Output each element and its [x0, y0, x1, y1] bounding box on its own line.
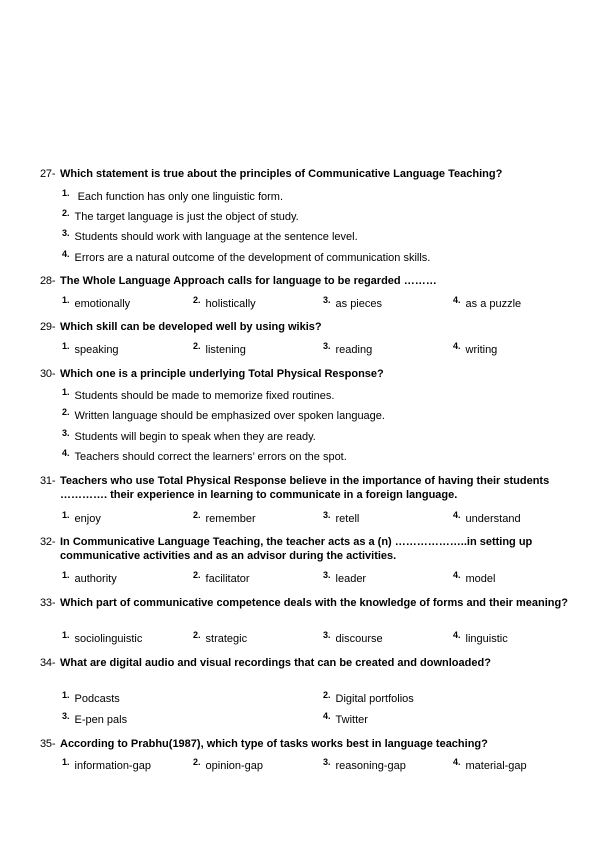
option-2[interactable] [193, 759, 263, 773]
option-number: 4. [453, 757, 461, 767]
question-number: 29- [40, 321, 56, 333]
option-1[interactable] [62, 632, 142, 646]
option-number: 2. [193, 630, 201, 640]
option-text: E-pen pals [74, 714, 128, 726]
option-number: 2. [193, 757, 201, 767]
option-number: 3. [62, 428, 70, 438]
option-number: 4. [453, 630, 461, 640]
option-number: 1. [62, 630, 70, 640]
option-number: 3. [62, 228, 70, 238]
option-text: writing [465, 344, 498, 356]
option-text: Twitter [335, 714, 368, 726]
option-number: 1. [62, 757, 70, 767]
option-text: Teachers should correct the learners’ errors on the spot. [74, 451, 347, 463]
option-2[interactable] [62, 409, 385, 423]
option-number: 2. [323, 690, 331, 700]
question-stem [40, 167, 560, 181]
question-text: Teachers who use Total Physical Response believe in the importance of having their students [60, 475, 550, 487]
option-3[interactable] [323, 572, 366, 586]
option-1[interactable] [62, 692, 120, 706]
option-2[interactable] [193, 297, 256, 311]
question-number: 31- [40, 475, 56, 487]
question-number: 35- [40, 738, 56, 750]
option-text: as a puzzle [465, 298, 522, 310]
option-number: 3. [323, 295, 331, 305]
question-text: In Communicative Language Teaching, the teacher acts as a (n) ………………..in setting up [60, 536, 533, 548]
option-text: strategic [205, 633, 248, 645]
option-text: Students should be made to memorize fixed routines. [74, 390, 335, 402]
option-number: 3. [323, 757, 331, 767]
question-number: 33- [40, 597, 56, 609]
option-3[interactable] [62, 430, 316, 444]
option-text: reading [335, 344, 373, 356]
question-number: 27- [40, 168, 56, 180]
question-number: 34- [40, 657, 56, 669]
option-text: holistically [205, 298, 256, 310]
option-text: Students should work with language at the sentence level. [74, 231, 358, 243]
question-text: What are digital audio and visual recordings that can be created and downloaded? [60, 657, 491, 669]
question-stem [40, 320, 560, 334]
question-stem [40, 596, 580, 610]
option-text: The target language is just the object of study. [74, 211, 299, 223]
option-1[interactable] [62, 759, 151, 773]
option-text: retell [335, 513, 360, 525]
option-number: 2. [62, 208, 70, 218]
option-2[interactable] [193, 632, 247, 646]
question-text: Which statement is true about the principles of Communicative Language Teaching? [60, 168, 503, 180]
option-number: 1. [62, 570, 70, 580]
option-number: 1. [62, 690, 70, 700]
question-text-continued: …………. their experience in learning to communicate in a foreign language. [60, 489, 458, 501]
option-text: model [465, 573, 496, 585]
option-text: reasoning-gap [335, 760, 406, 772]
option-text: authority [74, 573, 117, 585]
question-stem [40, 656, 560, 670]
option-text: as pieces [335, 298, 382, 310]
option-1[interactable] [62, 297, 130, 311]
option-4[interactable] [453, 632, 508, 646]
option-text: listening [205, 344, 246, 356]
option-text: Written language should be emphasized over spoken language. [74, 410, 385, 422]
question-text: The Whole Language Approach calls for language to be regarded ……… [60, 275, 437, 287]
option-text: emotionally [74, 298, 131, 310]
option-4[interactable] [453, 343, 497, 357]
option-2[interactable] [323, 692, 414, 706]
option-4[interactable] [62, 450, 347, 464]
option-number: 4. [453, 570, 461, 580]
option-number: 4. [453, 295, 461, 305]
question-stem [40, 535, 560, 563]
option-text: speaking [74, 344, 119, 356]
option-text: enjoy [74, 513, 101, 525]
option-4[interactable] [62, 251, 430, 265]
option-number: 2. [193, 510, 201, 520]
question-text: According to Prabhu(1987), which type of tasks works best in language teaching? [60, 738, 488, 750]
option-number: 2. [193, 341, 201, 351]
option-3[interactable] [62, 230, 358, 244]
option-text: linguistic [465, 633, 508, 645]
option-1[interactable] [62, 389, 334, 403]
option-number: 3. [323, 510, 331, 520]
question-stem [40, 737, 560, 751]
option-number: 3. [62, 711, 70, 721]
option-text: Each function has only one linguistic form. [74, 191, 284, 203]
option-text: Podcasts [74, 693, 120, 705]
option-text: understand [465, 513, 521, 525]
option-number: 1. [62, 387, 70, 397]
option-number: 1. [62, 510, 70, 520]
option-2[interactable] [193, 572, 250, 586]
option-3[interactable] [323, 759, 406, 773]
option-3[interactable] [62, 713, 127, 727]
option-text: discourse [335, 633, 383, 645]
option-text: remember [205, 513, 256, 525]
option-2[interactable] [62, 210, 299, 224]
question-stem [40, 367, 560, 381]
option-number: 4. [453, 341, 461, 351]
option-4[interactable] [453, 572, 495, 586]
option-4[interactable] [453, 512, 521, 526]
question-text: Which one is a principle underlying Total Physical Response? [60, 368, 384, 380]
option-3[interactable] [323, 343, 372, 357]
option-text: leader [335, 573, 367, 585]
option-text: Students will begin to speak when they are ready. [74, 431, 316, 443]
option-text: information-gap [74, 760, 151, 772]
option-4[interactable] [453, 759, 527, 773]
option-2[interactable] [193, 512, 256, 526]
option-4[interactable] [323, 713, 368, 727]
question-text-continued: communicative activities and as an advisor during the activities. [60, 550, 397, 562]
option-1[interactable] [62, 190, 283, 204]
option-3[interactable] [323, 297, 382, 311]
question-stem [40, 274, 560, 288]
option-number: 4. [453, 510, 461, 520]
option-1[interactable] [62, 572, 117, 586]
option-2[interactable] [193, 343, 246, 357]
option-3[interactable] [323, 632, 383, 646]
option-3[interactable] [323, 512, 359, 526]
option-1[interactable] [62, 343, 119, 357]
question-text: Which part of communicative competence deals with the knowledge of forms and their meaning? [60, 597, 568, 609]
option-number: 1. [62, 295, 70, 305]
option-text: Errors are a natural outcome of the development of communication skills. [74, 252, 431, 264]
question-stem [40, 474, 560, 502]
option-number: 1. [62, 341, 70, 351]
option-number: 2. [193, 295, 201, 305]
option-text: opinion-gap [205, 760, 264, 772]
question-number: 28- [40, 275, 56, 287]
option-number: 3. [323, 341, 331, 351]
option-1[interactable] [62, 512, 101, 526]
option-number: 4. [62, 448, 70, 458]
option-number: 1. [62, 188, 70, 198]
option-number: 3. [323, 570, 331, 580]
option-text: material-gap [465, 760, 527, 772]
option-text: Digital portfolios [335, 693, 414, 705]
option-text: facilitator [205, 573, 250, 585]
question-number: 30- [40, 368, 56, 380]
option-number: 4. [62, 249, 70, 259]
option-number: 2. [193, 570, 201, 580]
option-4[interactable] [453, 297, 521, 311]
option-text: sociolinguistic [74, 633, 143, 645]
option-number: 3. [323, 630, 331, 640]
option-number: 2. [62, 407, 70, 417]
question-number: 32- [40, 536, 56, 548]
question-text: Which skill can be developed well by using wikis? [60, 321, 322, 333]
option-number: 4. [323, 711, 331, 721]
